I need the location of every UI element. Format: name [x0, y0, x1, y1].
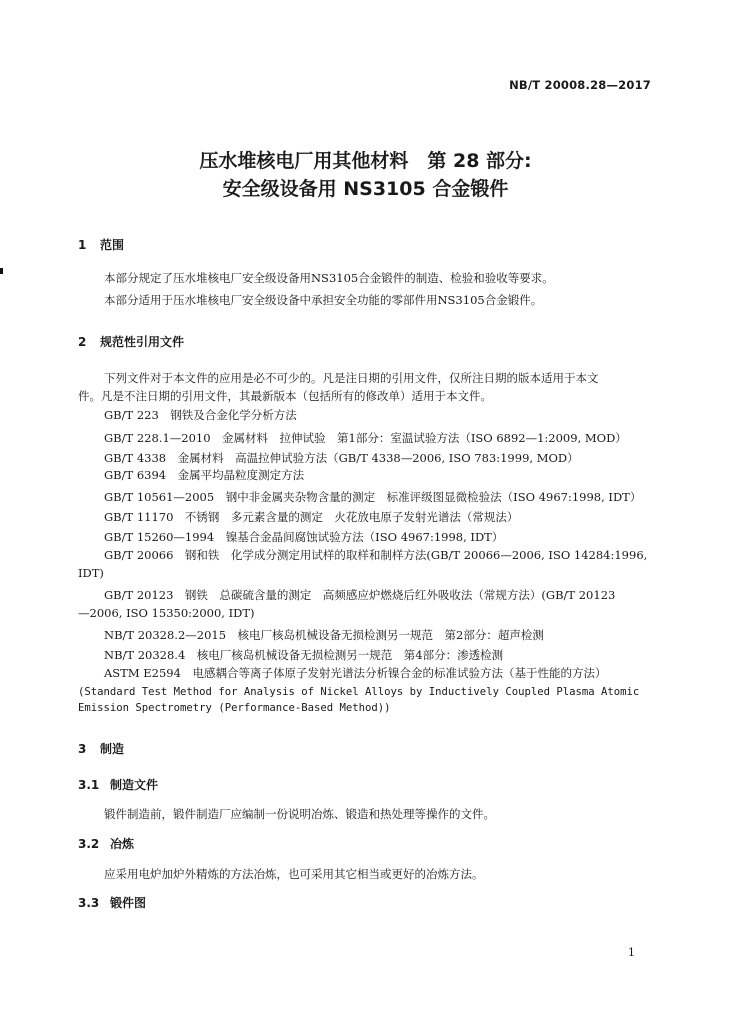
reference-item: GB/T 10561—2005 钢中非金属夹杂物含量的测定 标准评级图显微检验法（ISO 4967:1998, IDT） — [104, 490, 642, 504]
reference-item: GB/T 20123 钢铁 总碳硫含量的测定 高频感应炉燃烧后红外吸收法（常规方法）(GB/T 20123 — [104, 588, 616, 602]
section-title: 范围 — [100, 238, 125, 252]
reference-item: GB/T 228.1—2010 金属材料 拉伸试验 第1部分：室温试验方法（ISO 6892—1:2009, MOD） — [104, 431, 627, 445]
reference-item: GB/T 20066 钢和铁 化学成分测定用试样的取样和制样方法(GB/T 20066—2006, ISO 14284:1996, — [104, 548, 648, 562]
section-title: 制造 — [100, 742, 125, 756]
section-title: 制造文件 — [110, 778, 159, 792]
manufacturing-document-paragraph: 锻件制造前，锻件制造厂应编制一份说明冶炼、锻造和热处理等操作的文件。 — [104, 807, 495, 821]
section-title: 规范性引用文件 — [100, 335, 185, 349]
reference-item: GB/T 6394 金属平均晶粒度测定方法 — [104, 468, 305, 482]
section-number: 3 — [78, 742, 87, 756]
smelting-paragraph: 应采用电炉加炉外精炼的方法冶炼，也可采用其它相当或更好的冶炼方法。 — [104, 867, 484, 881]
section-number: 3.1 — [78, 778, 100, 792]
reference-item-continued: IDT) — [78, 566, 104, 580]
reference-item: GB/T 223 钢铁及合金化学分析方法 — [104, 408, 297, 422]
section-title: 锻件图 — [110, 896, 147, 910]
standard-number: NB/T 20008.28—2017 — [509, 78, 651, 92]
section-3-3-heading — [78, 894, 146, 911]
references-intro-line-2: 件。凡是不注日期的引用文件，其最新版本（包括所有的修改单）适用于本文件。 — [78, 389, 492, 403]
section-1-heading — [78, 236, 124, 253]
astm-english-title-line-1: (Standard Test Method for Analysis of Nickel Alloys by Inductively Coupled Plasma Atomic — [78, 686, 640, 698]
section-number: 3.2 — [78, 837, 100, 851]
document-title-line-1: 压水堆核电厂用其他材料 第 28 部分: — [199, 150, 532, 172]
reference-item: GB/T 15260—1994 镍基合金晶间腐蚀试验方法（ISO 4967:1998, IDT） — [104, 530, 504, 544]
scan-mark — [0, 268, 3, 274]
reference-item: NB/T 20328.2—2015 核电厂核岛机械设备无损检测另一规范 第2部分：超声检测 — [104, 628, 544, 642]
document-title-line-2: 安全级设备用 NS3105 合金锻件 — [222, 178, 509, 200]
references-intro-line-1: 下列文件对于本文件的应用是必不可少的。凡是注日期的引用文件，仅所注日期的版本适用于本文 — [104, 371, 599, 385]
section-3-heading — [78, 740, 124, 757]
section-number: 1 — [78, 238, 87, 252]
reference-item: NB/T 20328.4 核电厂核岛机械设备无损检测另一规范 第4部分：渗透检测 — [104, 648, 504, 662]
scope-paragraph-2: 本部分适用于压水堆核电厂安全级设备中承担安全功能的零部件用NS3105合金锻件。 — [104, 293, 543, 307]
reference-item: GB/T 11170 不锈钢 多元素含量的测定 火花放电原子发射光谱法（常规法） — [104, 510, 519, 524]
section-3-2-heading — [78, 835, 134, 852]
reference-item-continued: —2006, ISO 15350:2000, IDT) — [78, 606, 255, 620]
scope-paragraph-1: 本部分规定了压水堆核电厂安全级设备用NS3105合金锻件的制造、检验和验收等要求。 — [104, 271, 554, 285]
page-number: 1 — [628, 946, 635, 959]
reference-item: ASTM E2594 电感耦合等离子体原子发射光谱法分析镍合金的标准试验方法（基于性能的方法） — [104, 666, 607, 680]
section-number: 2 — [78, 335, 87, 349]
section-title: 冶炼 — [110, 837, 135, 851]
astm-english-title-line-2: Emission Spectrometry (Performance-Based Method)) — [78, 702, 391, 714]
section-2-heading — [78, 333, 184, 350]
section-3-1-heading — [78, 776, 158, 793]
section-number: 3.3 — [78, 896, 100, 910]
reference-item: GB/T 4338 金属材料 高温拉伸试验方法（GB/T 4338—2006, ISO 783:1999, MOD） — [104, 451, 579, 465]
